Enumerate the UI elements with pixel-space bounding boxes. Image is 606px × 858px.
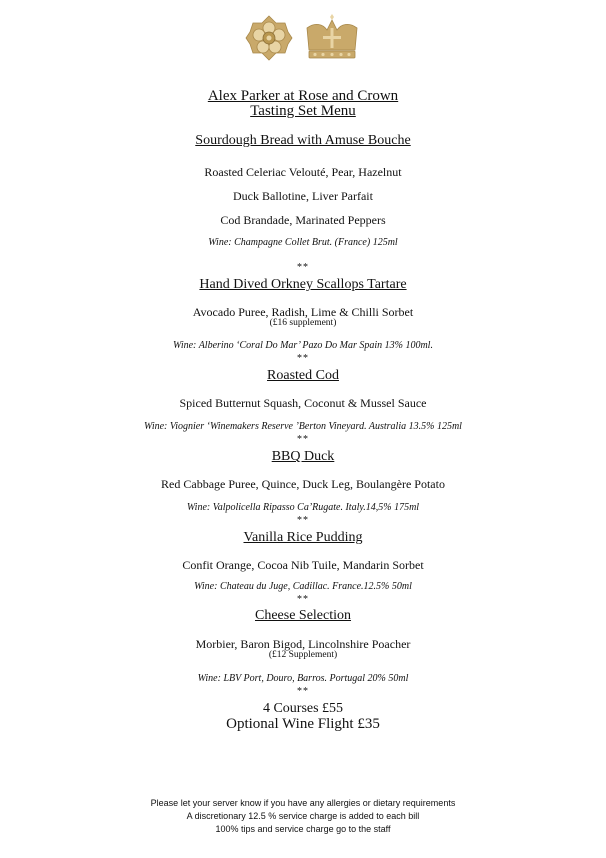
dish-line: Roasted Celeriac Velouté, Pear, Hazelnut: [204, 165, 402, 179]
tudor-rose-logo: [244, 14, 294, 62]
crown-logo: [303, 14, 361, 62]
course-title: Cheese Selection: [254, 608, 352, 623]
dish-line: Confit Orange, Cocoa Nib Tuile, Mandarin Sorbet: [182, 558, 424, 572]
supplement-note: (£16 supplement): [269, 318, 337, 328]
service-charge-note: A discretionary 12.5 % service charge is added to each bill: [186, 811, 420, 821]
separator: **: [297, 686, 309, 697]
dish-line: Avocado Puree, Radish, Lime & Chilli Sorbet: [192, 305, 414, 319]
course-title: Roasted Cod: [267, 368, 339, 383]
separator: **: [297, 262, 309, 273]
wine-flight-price: Optional Wine Flight £35: [226, 716, 380, 732]
wine-pairing: Wine: Alberino ‘Coral Do Mar’ Pazo Do Mar Spain 13% 100ml.: [173, 340, 433, 351]
wine-pairing: Wine: Champagne Collet Brut. (France) 125ml: [208, 237, 398, 248]
menu-title: Tasting Set Menu: [250, 103, 356, 119]
course-title: Sourdough Bread with Amuse Bouche: [195, 133, 411, 148]
wine-pairing: Wine: LBV Port, Douro, Barros. Portugal 20% 50ml: [197, 673, 409, 684]
courses-price: 4 Courses £55: [262, 701, 344, 716]
tips-note: 100% tips and service charge go to the staff: [215, 824, 391, 834]
dish-line: Duck Ballotine, Liver Parfait: [233, 189, 373, 203]
dish-line: Morbier, Baron Bigod, Lincolnshire Poacher: [195, 637, 411, 651]
wine-pairing: Wine: Valpolicella Ripasso Ca’Rugate. Italy.14,5% 175ml: [186, 502, 420, 513]
course-title: Hand Dived Orkney Scallops Tartare: [199, 277, 407, 292]
dish-line: Spiced Butternut Squash, Coconut & Mussel Sauce: [179, 396, 427, 410]
separator: **: [297, 594, 309, 605]
dish-line: Red Cabbage Puree, Quince, Duck Leg, Boulangère Potato: [161, 477, 445, 491]
course-title: Vanilla Rice Pudding: [243, 530, 363, 545]
supplement-note: (£12 Supplement): [268, 650, 338, 660]
wine-pairing: Wine: Chateau du Juge, Cadillac. France.12.5% 50ml: [194, 581, 412, 592]
allergy-note: Please let your server know if you have any allergies or dietary requirements: [150, 798, 456, 808]
separator: **: [297, 353, 309, 364]
course-title: BBQ Duck: [271, 449, 335, 464]
restaurant-title: Alex Parker at Rose and Crown: [207, 88, 399, 104]
separator: **: [297, 434, 309, 445]
wine-pairing: Wine: Viognier ‘Winemakers Reserve ’Berton Vineyard. Australia 13.5% 125ml: [144, 421, 462, 432]
separator: **: [297, 515, 309, 526]
dish-line: Cod Brandade, Marinated Peppers: [220, 213, 386, 227]
